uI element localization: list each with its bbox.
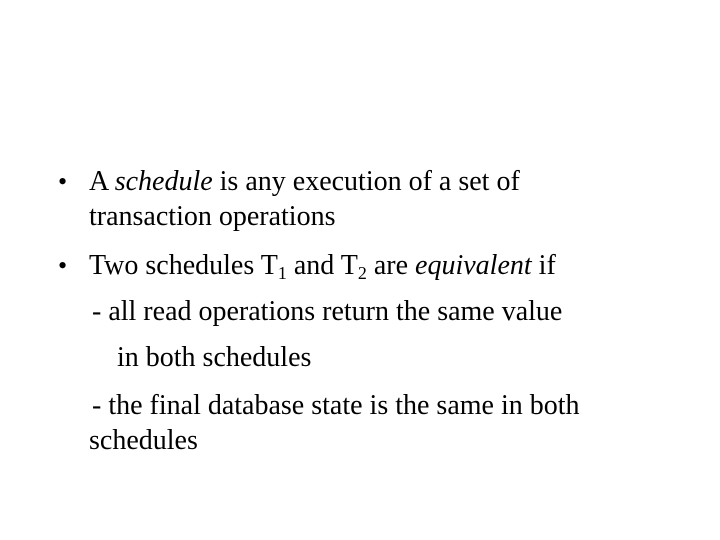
bullet-1-rest: is any execution of a set of — [212, 166, 520, 197]
term-schedule: schedule — [114, 166, 213, 197]
detail-2-line-1: - the final database state is the same in both — [92, 390, 580, 421]
bullet-2-middle: and T — [286, 250, 358, 281]
bullet-1-line-1 — [89, 166, 520, 198]
bullet-1-prefix: A — [89, 166, 115, 197]
bullet-2-prefix: Two schedules T — [89, 250, 278, 281]
detail-1-line-1: - all read operations return the same value — [92, 296, 563, 327]
bullet-2-after: are — [366, 250, 416, 281]
bullet-1-line-2: transaction operations — [89, 201, 336, 232]
subscript-1: 1 — [277, 263, 287, 283]
bullet-2-end: if — [531, 250, 556, 281]
term-equivalent: equivalent — [415, 250, 532, 281]
bullet-2-marker: • — [58, 251, 68, 280]
subscript-2: 2 — [357, 263, 367, 283]
bullet-1-marker: • — [58, 167, 68, 196]
bullet-2-line-1 — [89, 250, 556, 282]
detail-1-line-2: in both schedules — [117, 342, 312, 373]
detail-2-line-2: schedules — [89, 425, 198, 456]
